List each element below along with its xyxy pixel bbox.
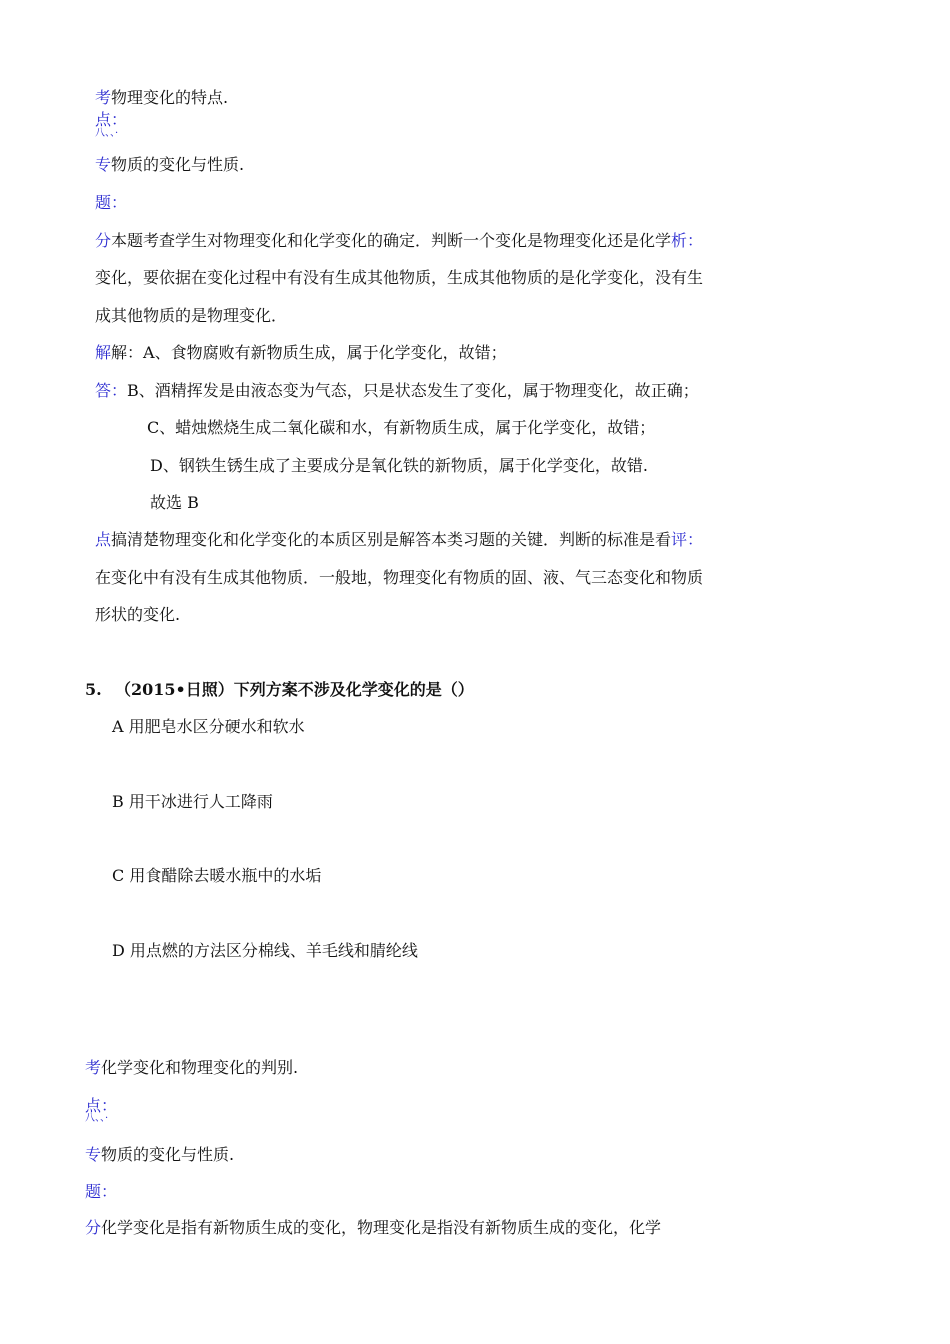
option-a: A 用肥皂水区分硬水和软水 bbox=[112, 717, 305, 736]
jie-text: 解：A、食物腐败有新物质生成，属于化学变化，故错； bbox=[111, 343, 507, 362]
question-stem: （2015•日照）下列方案不涉及化学变化的是（） bbox=[115, 680, 474, 699]
zhuan-text: 物质的变化与性质. bbox=[101, 1145, 235, 1164]
zhuan-ti-1 bbox=[95, 155, 244, 175]
da-line bbox=[95, 381, 699, 401]
ti-label-2: 题： bbox=[85, 1182, 118, 1201]
option-d: D 用点燃的方法区分棉线、羊毛线和腈纶线 bbox=[112, 941, 418, 960]
dian2-text: 搞清楚物理变化和化学变化的本质区别是解答本类习题的关键．判断的标准是看 bbox=[111, 530, 672, 549]
dian2-char: 点 bbox=[95, 530, 112, 549]
zhuan-char: 专 bbox=[95, 155, 112, 174]
ti-label-1: 题： bbox=[95, 193, 128, 212]
answer-line-d: D、钢铁生锈生成了主要成分是氧化铁的新物质，属于化学变化，故错. bbox=[150, 456, 648, 475]
zhuan-char: 专 bbox=[85, 1145, 102, 1164]
xi-label: 析： bbox=[671, 231, 704, 250]
zhuan-text: 物质的变化与性质. bbox=[111, 155, 245, 174]
dian-label-1: 点： bbox=[95, 110, 128, 129]
zhuan-ti-2 bbox=[85, 1145, 234, 1165]
fen-line-block2 bbox=[85, 1218, 661, 1238]
kao-char: 考 bbox=[95, 88, 112, 107]
fen-text: 本题考查学生对物理变化和化学变化的确定．判断一个变化是物理变化还是化学 bbox=[111, 231, 672, 250]
da-text: B、酒精挥发是由液态变为气态，只是状态发生了变化，属于物理变化，故正确； bbox=[127, 381, 699, 400]
dian-small-1: 八、、· bbox=[95, 128, 119, 139]
da-label: 答： bbox=[95, 381, 128, 400]
dian-ping-1 bbox=[95, 530, 703, 550]
option-b: B 用干冰进行人工降雨 bbox=[112, 792, 273, 811]
dian-label-2: 点： bbox=[85, 1096, 118, 1115]
kao-text: 化学变化和物理变化的判别. bbox=[101, 1058, 299, 1077]
answer-select: 故选 B bbox=[150, 493, 199, 512]
fen-char: 分 bbox=[85, 1218, 102, 1237]
answer-line-c: C、蜡烛燃烧生成二氧化碳和水，有新物质生成，属于化学变化，故错； bbox=[147, 418, 656, 437]
fen-char: 分 bbox=[95, 231, 112, 250]
fen-line-2: 变化，要依据在变化过程中有没有生成其他物质，生成其他物质的是化学变化，没有生 bbox=[95, 268, 704, 287]
fen-xi-1 bbox=[95, 231, 703, 251]
dian2-line-3: 形状的变化. bbox=[95, 605, 181, 624]
dian-small-2: 八、、· bbox=[85, 1113, 109, 1124]
jie-char: 解 bbox=[95, 343, 112, 362]
kao-char: 考 bbox=[85, 1058, 102, 1077]
dian2-line-2: 在变化中有没有生成其他物质．一般地，物理变化有物质的固、液、气三态变化和物质 bbox=[95, 568, 704, 587]
option-c: C 用食醋除去暖水瓶中的水垢 bbox=[112, 866, 322, 885]
jie-line bbox=[95, 343, 507, 363]
fen-line-3: 成其他物质的是物理变化． bbox=[95, 306, 288, 325]
fen-text: 化学变化是指有新物质生成的变化，物理变化是指没有新物质生成的变化，化学 bbox=[101, 1218, 662, 1237]
question-number: 5. bbox=[85, 680, 102, 699]
kao-dian-label-1 bbox=[95, 88, 228, 108]
kao-dian-label-2 bbox=[85, 1058, 298, 1078]
ping-label: 评： bbox=[671, 530, 704, 549]
kao-text: 物理变化的特点. bbox=[111, 88, 229, 107]
